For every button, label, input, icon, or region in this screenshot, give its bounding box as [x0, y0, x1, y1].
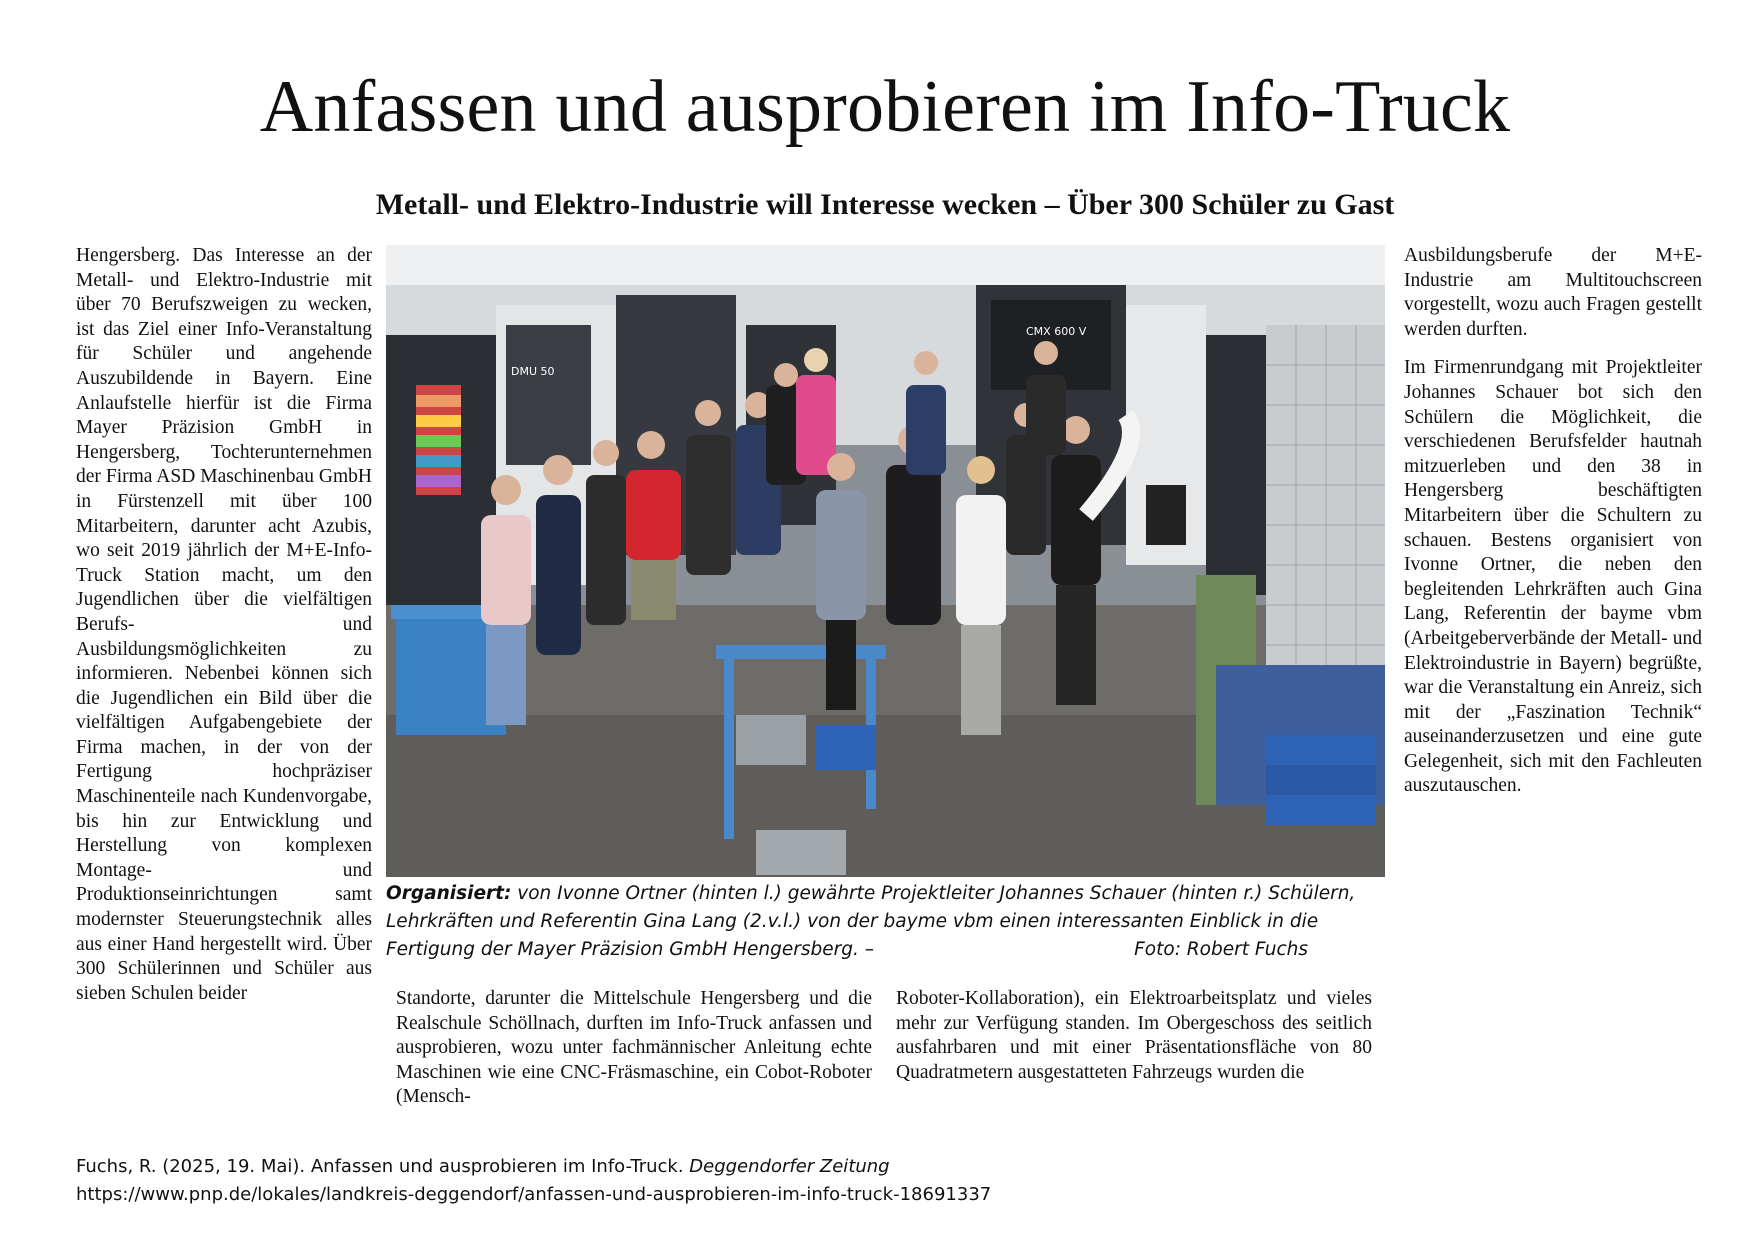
article-column-mid-1 — [396, 987, 872, 1124]
citation-journal: Deggendorfer Zeitung — [689, 1156, 890, 1177]
photo-credit: Foto: Robert Fuchs — [1134, 939, 1308, 960]
body-paragraph: Im Firmenrundgang mit Projektleiter Johannes Schauer bot sich den Schülern die Möglichkeit, die verschiedenen Berufsfelder hautnah mitzuerleben und den 38 in Hengersberg beschäftigten Mitarbeitern über die Schultern zu schauen. Bestens organisiert von Ivonne Ortner, die neben den begleitenden Lehrkräften auch Gina Lang, Referentin der bayme vbm (Arbeitgeberverbände der Metall- und Elektroindustrie in Bayern) begrüßte, war die Veranstaltung ein Anreiz, sich mit der „Faszination Technik“ auseinanderzusetzen und eine gute Gelegenheit, sich mit den Fachleuten auszutauschen. — [1404, 357, 1702, 797]
photo-caption — [386, 880, 1386, 964]
machine-label-cmx: CMX 600 V — [1026, 325, 1087, 338]
machine-label-dmu: DMU 50 — [511, 365, 555, 378]
body-paragraph: Roboter-Kollaboration), ein Elektroarbeitsplatz und vieles mehr zur Verfügung standen. Im Obergeschoss des seitlich ausfahrbaren und mit einer Präsentationsfläche von 80 Quadratmetern ausgestatteten Fahrzeugs wurden die — [896, 988, 1372, 1083]
headline: Anfassen und ausprobieren im Info-Truck — [259, 66, 1511, 148]
body-paragraph: Ausbildungsberufe der M+E-Industrie am Multitouchscreen vorgestellt, wozu auch Fragen gestellt werden durften. — [1404, 245, 1702, 340]
article-photo — [386, 245, 1385, 877]
caption-lead: Organisiert: — [386, 883, 512, 904]
subheadline: Metall- und Elektro-Industrie will Interesse wecken – Über 300 Schüler zu Gast — [375, 188, 1395, 221]
citation — [76, 1153, 1676, 1209]
article-column-left — [76, 244, 372, 1020]
body-paragraph: Standorte, darunter die Mittelschule Hengersberg und die Realschule Schöllnach, durften im Info-Truck anfassen und ausprobieren, wozu unter fachmännischer Anleitung echte Maschinen wie eine CNC-Fräsmaschine, ein Cobot-Roboter (Mensch- — [396, 988, 872, 1108]
caption-text: von Ivonne Ortner (hinten l.) gewährte Projektleiter Johannes Schauer (hinten r.) Schülern, Lehrkräften und Referentin Gina Lang (2.v.l.) von der bayme vbm einen interessanten Einblick in die Fertigung der Mayer Präzision GmbH Hengersberg. – — [386, 883, 1356, 960]
citation-author-date: Fuchs, R. (2025, 19. Mai). Anfassen und ausprobieren im Info-Truck. — [76, 1156, 690, 1177]
article-column-mid-2 — [896, 987, 1372, 1099]
article-column-right — [1404, 244, 1702, 813]
citation-url[interactable]: https://www.pnp.de/lokales/landkreis-deggendorf/anfassen-und-ausprobieren-im-info-truck-18691337 — [76, 1184, 992, 1205]
citation-line-1 — [76, 1153, 1676, 1181]
body-paragraph: Hengersberg. Das Interesse an der Metall- und Elektro-Industrie mit über 70 Berufszweigen zu wecken, ist das Ziel einer Info-Veranstaltung für Schüler und angehende Auszubildende in Bayern. Eine Anlaufstelle hierfür ist die Firma Mayer Präzision GmbH in Hengersberg, Tochterunternehmen der Firma ASD Maschinenbau GmbH in Fürstenzell mit über 100 Mitarbeitern, darunter acht Azubis, wo seit 2019 jährlich der M+E-Info-Truck Station macht, um den Jugendlichen über die vielfältigen Berufs- und Ausbildungsmöglichkeiten zu informieren. Nebenbei können sich die Jugendlichen ein Bild über die vielfältigen Aufgabengebiete der Firma machen, in der von der Fertigung hochpräziser Maschinenteile nach Kundenvorgabe, bis hin zur Entwicklung und Herstellung von komplexen Montage- und Produktionseinrichtungen samt modernster Steuerungstechnik alles aus einer Hand hergestellt wird. Über 300 Schülerinnen und Schüler aus sieben Schulen beider — [76, 245, 372, 1004]
